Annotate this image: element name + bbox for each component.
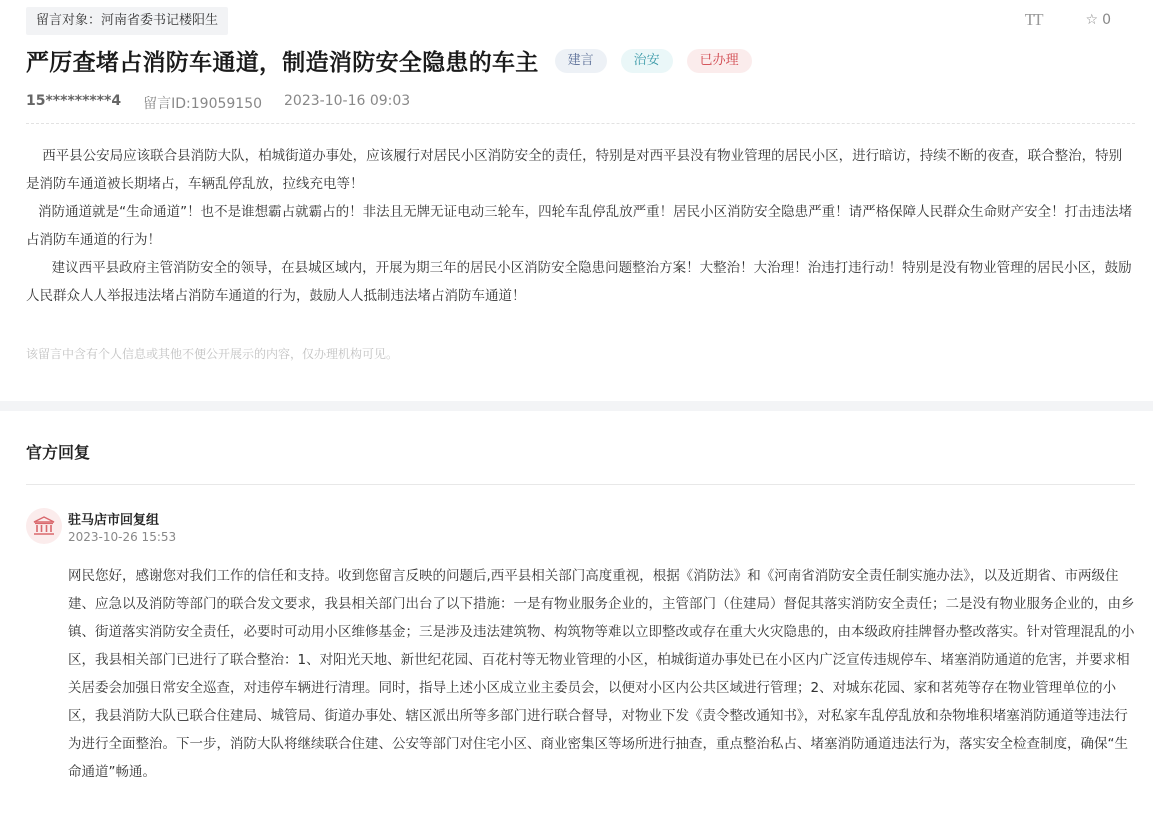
font-size-icon[interactable]: TT [1024,10,1042,29]
message-paragraph: 建议西平县政府主管消防安全的领导，在县城区域内，开展为期三年的居民小区消防安全隐患问题整治方案！大整治！大治理！治违打违行动！特别是没有物业管理的居民小区，鼓励人民群众人人举报违法堵占消防车通道的行为，鼓励人人抵制违法堵占消防车通道！ [26,260,1132,304]
status-badge: 已办理 [687,49,752,73]
message-datetime: 2023-10-16 09:03 [284,93,411,109]
favorite-button[interactable] [1086,12,1111,28]
avatar [26,508,62,544]
toolbar [1025,10,1111,30]
favorite-count: 0 [1102,12,1111,28]
divider [26,123,1135,124]
field-tag: 治安 [621,49,673,73]
author-id: 15*********4 [26,93,122,109]
reply-content [68,562,1135,786]
reply-org-name: 驻马店市回复组 [68,513,160,528]
message-content [26,142,1135,310]
reply-datetime: 2023-10-26 15:53 [68,530,177,544]
message-id: 留言ID:19059150 [143,96,263,112]
message-paragraph: 西平县公安局应该联合县消防大队，柏城街道办事处，应该履行对居民小区消防安全的责任，特别是对西平县没有物业管理的居民小区，进行暗访，持续不断的夜查，联合整治，特别是消防车通道被长期堵占，车辆乱停乱放，拉线充电等！ [26,148,1123,192]
privacy-notice: 该留言中含有个人信息或其他不便公开展示的内容，仅办理机构可见。 [26,347,399,361]
divider [26,484,1135,485]
government-building-icon [33,516,55,536]
title-row [26,44,766,77]
category-tag: 建言 [555,49,607,73]
reply-paragraph: 网民您好，感谢您对我们工作的信任和支持。收到您留言反映的问题后,西平县相关部门高度重视，根据《消防法》和《河南省消防安全责任制实施办法》，以及近期省、市两级住建、应急以及消防等部门的联合发文要求，我县相关部门出台了以下措施：一是有物业服务企业的，主管部门（住建局）督促其落实消防安全责任；二是没有物业服务企业的，由乡镇、街道落实消防安全责任，必要时可动用小区维修基金；三是涉及违法建筑物、构筑物等难以立即整改或存在重大火灾隐患的，由本级政府挂牌督办整改落实。针对管理混乱的小区，我县相关部门已进行了联合整治：1、对阳光天地、新世纪花园、百花村等无物业管理的小区，柏城街道办事处已在小区内广泛宣传违规停车、堵塞消防通道的危害，并要求相关居委会加强日常安全巡查，对违停车辆进行清理。同时，指导上述小区成立业主委员会，以便对小区内公共区域进行管理；2、对城东花园、家和茗苑等存在物业管理单位的小区，我县消防大队已联合住建局、城管局、街道办事处、辖区派出所等多部门进行联合督导，对物业下发《责令整改通知书》，对私家车乱停乱放和杂物堆积堵塞消防通道等违法行为进行全面整治。下一步，消防大队将继续联合住建、公安等部门对住宅小区、商业密集区等场所进行抽查，重点整治私占、堵塞消防通道违法行为，落实安全检查制度，确保“生命通道”畅通。 [68,568,1135,780]
message-paragraph: 消防通道就是“生命通道”！也不是谁想霸占就霸占的！非法且无牌无证电动三轮车，四轮车乱停乱放严重！居民小区消防安全隐患严重！请严格保障人民群众生命财产安全！打击违法堵占消防车通道的行为！ [26,204,1133,248]
message-title: 严厉查堵占消防车通道，制造消防安全隐患的车主 [26,50,539,76]
official-reply-heading: 官方回复 [26,443,91,462]
message-meta [26,93,410,113]
section-separator [0,401,1153,411]
message-target-label: 留言对象：河南省委书记楼阳生 [26,7,228,35]
star-icon: ☆ [1085,12,1099,28]
